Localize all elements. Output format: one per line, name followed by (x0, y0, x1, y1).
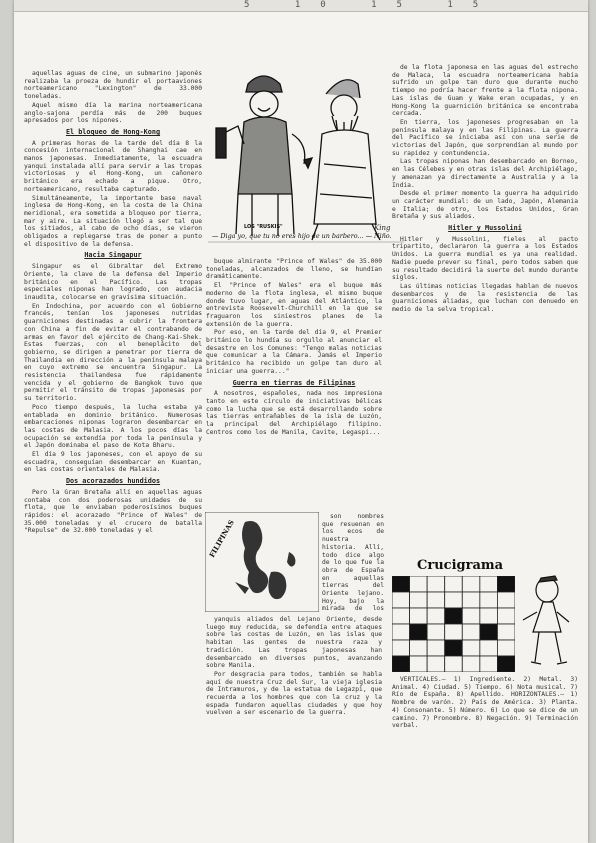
crossword-cell (410, 656, 428, 672)
crossword-cell (410, 640, 428, 656)
section-heading: El bloqueo de Hong-Kong (65, 127, 161, 136)
paragraph: Singapur es el Gibraltar del Extremo Oriente, la clave de la defensa del Imperio británico en el Pacífico. Las tropas especiales niponas han logrado, con audacia inaudita, colocarse en gravísima situación. (24, 263, 202, 301)
crossword-cell (497, 576, 515, 592)
crossword-character-drawing (517, 572, 575, 672)
crossword-cell (445, 608, 463, 624)
crossword-cell (462, 576, 480, 592)
column-2-side (322, 513, 384, 613)
cartoon-caption: — Diga yo, que tu no eres hijo de un barbero... — Niño. (212, 232, 392, 240)
paragraph: En Indochina, por acuerdo con el Gobierno francés, tenían los japoneses nutridas guarniciones destinadas a cubrir la frontera con China a fin de evitar el contrabando de armas en favor del ejército de Chang-Kai-Shek. Estas fuerzas, con el beneplácito del gobierno, se dirigen a penetrar por tierra de Thailandia en dirección a la península malaya en cuyo extremo se encuentra Singapur. La resistencia thailandesa fue rápidamente vencida y el gobierno de Bangkok tuvo que permitir el tránsito de tropas japonesas por su territorio. (24, 302, 202, 403)
crossword-cell (480, 592, 498, 608)
crossword-cell (427, 640, 445, 656)
paragraph: yanquis aliados del Lejano Oriente, desde luego muy reducida, se defendía entre ataques sobre las costas de Luzón, en las islas que habitan las gentes de nuestra raza y tradición. Las tropas japonesas han desembarcado en diversos puntos, avanzando sobre Manila. (206, 616, 382, 670)
crossword-cell (497, 640, 515, 656)
crossword-cell (392, 656, 410, 672)
paragraph: Las tropas niponas han desembarcado en Borneo, en las Célebes y en otras islas del Archipiélago, y amenazan ya directamente a Australia y a la India. (392, 158, 578, 189)
crossword-cell (427, 624, 445, 640)
column-2-lower (206, 616, 382, 836)
section-heading: Guerra en tierras de Filipinas (232, 378, 356, 387)
crossword-cell (410, 624, 428, 640)
paragraph: son nombres que resuenan en los ecos de nuestra historia. Allí, todo dice algo de lo que fue la obra de España en aquellas tierras del Oriente lejano. Hoy, bajo la mirada de los (322, 513, 384, 613)
crossword-title: Crucigrama (417, 558, 504, 573)
crossword-cell (462, 592, 480, 608)
crossword-cell (392, 576, 410, 592)
paragraph: El "Prince of Wales" era el buque más moderno de la flota inglesa, el mismo buque donde tuvo lugar, en aguas del Atlántico, la entrevista Roosevelt-Churchill en la que se fraguaron los siniestros planes de la extensión de la guerra. (206, 282, 382, 328)
section-heading: Hacia Singapur (84, 251, 142, 260)
section-heading: Hitler y Mussolini (448, 224, 522, 233)
paragraph: de la flota japonesa en las aguas del estrecho de Malaca, la escuadra norteamericana había sufrido un golpe tan duro que durante mucho tiempo no podría hacer frente a la flota nipona. Las islas de Guam y Wake eran ocupadas, y en Hong-Kong la guarnición británica se encontraba cercada. (392, 64, 578, 118)
paragraph: A primeras horas de la tarde del día 8 la concesión internacional de Shanghai cae en manos japonesas. Inmediatamente, la escuadra yanqui instalada allí para servir a las tropas victoriosas y el Hong-Kong, un cañonero británico era echado a pique. Otro, norteamericano, resultaba capturado. (24, 139, 202, 193)
crossword-cell (445, 624, 463, 640)
crossword-cell (462, 640, 480, 656)
crossword-cell (445, 656, 463, 672)
crossword-cell (410, 592, 428, 608)
crossword-cell (480, 640, 498, 656)
crossword-cell (445, 592, 463, 608)
crossword-cell (462, 624, 480, 640)
cartoon-label: LOS "RUSKIS" (244, 224, 283, 230)
crossword-clues (392, 676, 578, 836)
crossword-cell (497, 592, 515, 608)
paragraph: VERTICALES.— 1) Ingrediente. 2) Metal. 3) Animal. 4) Ciudad. 5) Tiempo. 6) Nota musical. 7) Río de España. 8) Apellido. HORIZONTALES.— 1) Nombre de varón. 2) País de América. 3) Planta. 4) Consonante. 5) Número. 6) Lo que se dice de un camino. 7) Pronombre. 8) Negación. 9) Terminación verbal. (392, 676, 578, 730)
crossword-cell (445, 640, 463, 656)
paragraph: Simultáneamente, la importante base naval inglesa de Hong-Kong, en la costa de la China meridional, era sometida a bloqueo por tierra, mar y aire. La situación llegó a ser tal que los sitiados, al cabo de ocho días, se vieron obligados a replegarse tras de poner a punto el dispositivo de la defensa. (24, 194, 202, 248)
newspaper-page (14, 0, 588, 843)
crossword-cell (427, 592, 445, 608)
paragraph: El día 9 los japoneses, con el apoyo de su escuadra, conseguían desembarcar en Kuantan, en las costas orientales de Malasia. (24, 451, 202, 474)
paragraph: Aquel mismo día la marina norteamericana anglo-sajona perdía más de 200 buques apresados por los nipones. (24, 101, 202, 125)
section-heading: Dos acorazados hundidos (65, 477, 161, 486)
crossword-cell (427, 576, 445, 592)
cartoon-signature: King (374, 224, 391, 232)
crossword-cell (410, 608, 428, 624)
crossword-cell (392, 624, 410, 640)
paragraph: Las últimas noticias llegadas hablan de nuevos desembarcos y de la resistencia de las guarniciones aliadas, que luchan con denuedo en medio de la selva tropical. (392, 282, 578, 314)
crossword-cell (427, 608, 445, 624)
paragraph: Pero la Gran Bretaña allí en aquellas aguas contaba con dos poderosas unidades de su flota, que le enviaban poderosísimos buques rápidos: el acorazado "Prince of Wales" de 35.000 toneladas y el crucero de batalla "Repulse" de 32.000 toneladas y el (24, 488, 202, 535)
paragraph: Por desgracia para todos, también se habla aquí de nuestra Cruz del Sur, la vieja iglesia de Intramuros, y de la estatua de Legazpi, que recuerda a los hombres que con la cruz y la espada fundaron aquellas ciudades y que hoy vuelven a ser escenario de la guerra. (206, 670, 382, 717)
paragraph: buque almirante "Prince of Wales" de 35.000 toneladas, alcanzados de lleno, se hundían dramáticamente. (206, 258, 382, 281)
crossword-cell (497, 624, 515, 640)
crossword-cell (392, 592, 410, 608)
paragraph: En tierra, los japoneses progresaban en la península malaya y en las Filipinas. La guerra del Pacífico se iniciaba así con una serie de victorias del Japón, que sorprendían al mundo por su rapidez y contundencia. (392, 118, 578, 157)
paragraph: aquellas aguas de cine, un submarino japonés realizaba la proeza de hundir el portaaviones norteamericano "Lexington" de 33.000 toneladas. (24, 70, 202, 101)
column-2-upper (206, 258, 382, 512)
crossword-cell (480, 656, 498, 672)
column-1 (24, 70, 202, 835)
top-ruler: 5 10 15 15 (14, 0, 588, 12)
column-3 (392, 64, 578, 554)
crossword-grid (392, 576, 515, 672)
crossword-cell (392, 608, 410, 624)
crossword-cell (462, 656, 480, 672)
crossword-cell (480, 624, 498, 640)
crossword-cell (410, 576, 428, 592)
crossword-cell (497, 656, 515, 672)
paragraph: Desde el primer momento la guerra ha adquirido un carácter mundial: de un lado, Japón, Alemania e Italia; de otro, los Estados Unidos, Gran Bretaña y sus aliados. (392, 190, 578, 221)
crossword-cell (480, 576, 498, 592)
crossword-cell (392, 640, 410, 656)
crossword-cell (427, 656, 445, 672)
crossword-cell (445, 576, 463, 592)
paragraph: Por eso, en la tarde del día 9, el Premier británico lo hundía su orgullo al anunciar el desastre en los Comunes: "Tengo malas noticias que comunicar a la Cámara. Jamás el Imperio británico ha recibido un golpe tan duro al iniciar una guerra..." (206, 329, 382, 375)
crossword-cell (480, 608, 498, 624)
crossword-cell (462, 608, 480, 624)
paragraph: Poco tiempo después, la lucha estaba ya entablada en dominio británico. Numerosas embarcaciones niponas lograron desembarcar en las costas de Malasia. A los pocos días la ocupación se extendía por toda la península y el Japón dominaba el paso de Kota Bharu. (24, 403, 202, 450)
paragraph: Hitler y Mussolini, fieles al pacto tripartito, declararon la guerra a los Estados Unidos. La guerra mundial es ya una realidad. Nadie puede prever su final, pero todos saben que su resultado decidirá la suerte del mundo durante siglos. (392, 235, 578, 282)
crossword-cell (497, 608, 515, 624)
paragraph: A nosotros, españoles, nada nos impresiona tanto en este círculo de iniciativas bélicas como la lucha que se está desarrollando sobre las tierras entrañables de la isla de Luzón, la principal del Archipiélago filipino. Centros como los de Manila, Cavite, Legaspi... (206, 390, 382, 436)
